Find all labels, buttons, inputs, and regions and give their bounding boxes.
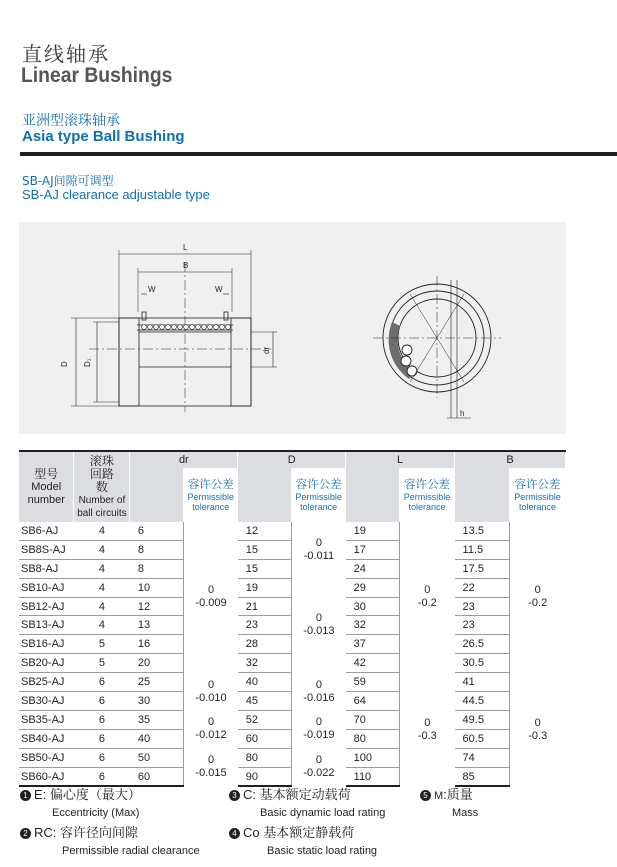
dim-label-B: B	[183, 261, 189, 270]
table-cell: 22	[455, 578, 510, 597]
table-cell: 80	[346, 729, 400, 748]
bushing-drawing	[19, 222, 566, 434]
tolerance-dr-3: 0 -0.012	[184, 710, 238, 748]
table-cell: 40	[238, 673, 292, 692]
table-cell: 15	[238, 540, 292, 559]
tolerance-B-2: 0 -0.3	[509, 673, 565, 787]
type-title-zh: SB-AJ间隙可调型	[22, 174, 114, 188]
dim-label-W-right: W	[215, 285, 223, 294]
table-cell: 25	[130, 673, 184, 692]
table-cell: 85	[455, 767, 510, 786]
tolerance-D-4: 0 -0.019	[292, 710, 346, 748]
table-cell: 30	[130, 692, 184, 711]
table-cell: 110	[346, 767, 400, 786]
table-cell: 15	[238, 559, 292, 578]
header-ball-circuits: 滚珠回路数 Number of ball circuits	[74, 451, 130, 522]
table-cell: 6	[74, 767, 130, 786]
model-cell: SB50-AJ	[19, 748, 74, 767]
table-cell: 74	[455, 748, 510, 767]
model-cell: SB16-AJ	[19, 635, 74, 654]
table-row	[19, 578, 566, 597]
legend-mass: 5 M:质量 Mass	[420, 784, 478, 819]
table-cell: 23	[455, 597, 510, 616]
header-B: B	[455, 451, 566, 468]
table-cell: 6	[74, 729, 130, 748]
table-cell: 13.5	[455, 522, 510, 540]
model-cell: SB60-AJ	[19, 767, 74, 786]
table-cell: 59	[346, 673, 400, 692]
table-cell: 5	[74, 654, 130, 673]
model-cell: SB40-AJ	[19, 729, 74, 748]
table-cell: 32	[346, 616, 400, 635]
table-cell: 100	[346, 748, 400, 767]
table-cell: 11.5	[455, 540, 510, 559]
table-cell: 70	[346, 710, 400, 729]
model-cell: SB12-AJ	[19, 597, 74, 616]
header-dr-tolerance: 容许公差 Permissible tolerance	[184, 468, 238, 522]
table-cell: 28	[238, 635, 292, 654]
type-title-en: SB-AJ clearance adjustable type	[22, 187, 210, 202]
table-cell: 35	[130, 710, 184, 729]
legend-radial-clearance: 2 RC: 容许径向间隙 Permissible radial clearance	[20, 822, 200, 857]
header-D: D	[238, 451, 346, 468]
bushing-right-end	[231, 318, 251, 406]
table-cell: 4	[74, 559, 130, 578]
dim-label-h: h	[460, 409, 465, 418]
dim-label-D1: D₁	[83, 358, 92, 367]
table-cell: 26.5	[455, 635, 510, 654]
table-cell: 30	[346, 597, 400, 616]
model-cell: SB20-AJ	[19, 654, 74, 673]
table-cell: 30.5	[455, 654, 510, 673]
table-cell: 23	[455, 616, 510, 635]
table-cell: 17	[346, 540, 400, 559]
header-model: 型号 Model number	[19, 451, 74, 522]
model-cell: SB25-AJ	[19, 673, 74, 692]
tolerance-L-2: 0 -0.3	[400, 673, 455, 787]
model-cell: SB6-AJ	[19, 522, 74, 540]
model-cell: SB13-AJ	[19, 616, 74, 635]
table-cell: 4	[74, 522, 130, 540]
table-cell: 21	[238, 597, 292, 616]
table-cell: 42	[346, 654, 400, 673]
table-row	[19, 710, 566, 729]
table-cell: 8	[130, 540, 184, 559]
tolerance-D-3: 0 -0.016	[292, 673, 346, 711]
table-cell: 64	[346, 692, 400, 711]
table-row	[19, 673, 566, 692]
table-cell: 20	[130, 654, 184, 673]
model-cell: SB35-AJ	[19, 710, 74, 729]
table-cell: 32	[238, 654, 292, 673]
legend-static-load: 4 Co 基本额定静载荷 Basic static load rating	[229, 822, 377, 857]
bushing-front-view	[373, 276, 501, 418]
legend-dynamic-load: 3 C: 基本额定动载荷 Basic dynamic load rating	[229, 784, 385, 819]
tolerance-B-1: 0 -0.2	[509, 522, 565, 673]
tolerance-D-1: 0 -0.011	[292, 522, 346, 578]
header-L: L	[346, 451, 455, 468]
table-cell: 6	[74, 710, 130, 729]
table-cell: 24	[346, 559, 400, 578]
dim-label-D: D	[60, 361, 69, 367]
table-cell: 5	[74, 635, 130, 654]
header-D-tolerance: 容许公差 Permissible tolerance	[292, 468, 346, 522]
table-cell: 60	[238, 729, 292, 748]
table-row	[19, 522, 566, 540]
tolerance-dr-2: 0 -0.010	[184, 673, 238, 711]
table-cell: 40	[130, 729, 184, 748]
table-cell: 45	[238, 692, 292, 711]
table-cell: 80	[238, 748, 292, 767]
model-cell: SB10-AJ	[19, 578, 74, 597]
table-cell: 17.5	[455, 559, 510, 578]
table-cell: 13	[130, 616, 184, 635]
subtitle-zh: 亚洲型滚珠轴承	[22, 113, 120, 129]
tolerance-dr-4: 0 -0.015	[184, 748, 238, 786]
table-cell: 12	[130, 597, 184, 616]
tolerance-dr-1: 0 -0.009	[184, 522, 238, 673]
dim-label-L: L	[183, 243, 188, 252]
table-cell: 37	[346, 635, 400, 654]
table-cell: 10	[130, 578, 184, 597]
table-cell: 60.5	[455, 729, 510, 748]
table-cell: 19	[346, 522, 400, 540]
table-cell: 6	[74, 748, 130, 767]
subtitle-en: Asia type Ball Bushing	[22, 128, 185, 145]
page-title-en: Linear Bushings	[21, 64, 173, 87]
table-cell: 6	[74, 692, 130, 711]
header-B-tolerance: 容许公差 Permissible tolerance	[509, 468, 565, 522]
table-cell: 49.5	[455, 710, 510, 729]
table-cell: 60	[130, 767, 184, 786]
tolerance-D-5: 0 -0.022	[292, 748, 346, 786]
table-cell: 23	[238, 616, 292, 635]
table-cell: 41	[455, 673, 510, 692]
bushing-left-end	[119, 318, 139, 406]
page-title-zh: 直线轴承	[22, 42, 110, 66]
table-cell: 6	[130, 522, 184, 540]
table-cell: 44.5	[455, 692, 510, 711]
table-cell: 12	[238, 522, 292, 540]
table-cell: 52	[238, 710, 292, 729]
table-cell: 4	[74, 597, 130, 616]
table-cell: 6	[74, 673, 130, 692]
dim-label-W-left: W	[148, 285, 156, 294]
bushing-drawing-svg	[19, 222, 566, 434]
spec-table	[19, 450, 566, 787]
table-row	[19, 748, 566, 767]
header-dr: dr	[130, 451, 238, 468]
model-cell: SB8-AJ	[19, 559, 74, 578]
table-cell: 90	[238, 767, 292, 786]
model-cell: SB30-AJ	[19, 692, 74, 711]
dim-label-dr: dr	[262, 346, 271, 354]
table-cell: 29	[346, 578, 400, 597]
table-cell: 4	[74, 540, 130, 559]
header-rule	[20, 152, 617, 156]
table-cell: 16	[130, 635, 184, 654]
table-cell: 4	[74, 616, 130, 635]
table-cell: 8	[130, 559, 184, 578]
tolerance-L-1: 0 -0.2	[400, 522, 455, 673]
header-L-tolerance: 容许公差 Permissible tolerance	[400, 468, 455, 522]
legend-eccentricity: 1 E: 偏心度（最大） Eccentricity (Max)	[20, 784, 141, 819]
table-cell: 4	[74, 578, 130, 597]
table-cell: 19	[238, 578, 292, 597]
table-cell: 50	[130, 748, 184, 767]
model-cell: SB8S-AJ	[19, 540, 74, 559]
tolerance-D-2: 0 -0.013	[292, 578, 346, 672]
